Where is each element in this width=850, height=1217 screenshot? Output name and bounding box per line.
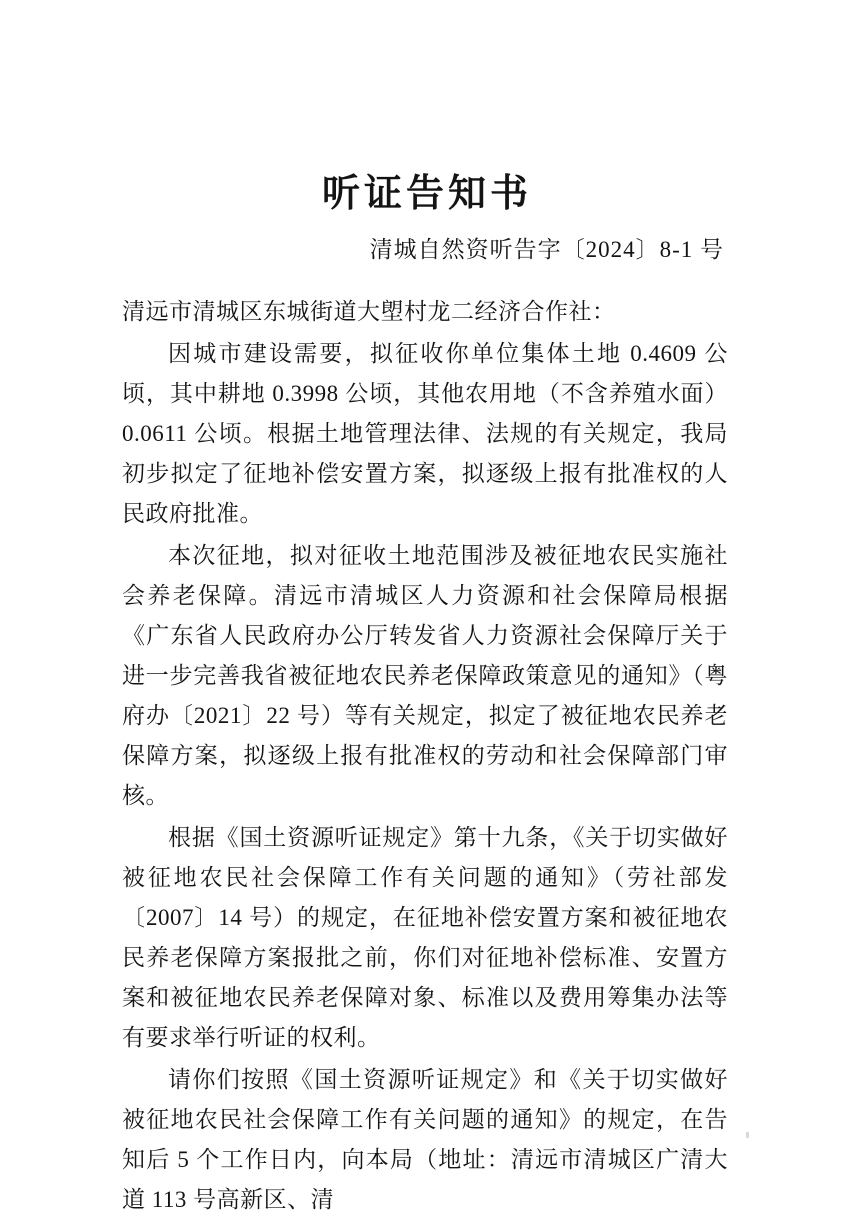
body-paragraph-3: 根据《国土资源听证规定》第十九条，《关于切实做好被征地农民社会保障工作有关问题的通知》（劳社部发〔2007〕14 号）的规定，在征地补偿安置方案和被征地农民养老保障方案报批之前，你们对征地补偿标准、安置方案和被征地农民养老保障对象、标准以及费用筹集办法等有要求举行听证的权利。 bbox=[122, 825, 728, 1050]
document-title: 听证告知书 bbox=[321, 173, 532, 215]
addressee-line: 清远市清城区东城街道大塱村龙二经济合作社： bbox=[122, 299, 616, 324]
body-paragraph-1: 因城市建设需要，拟征收你单位集体土地 0.4609 公顷，其中耕地 0.3998 公顷，其他农用地（不含养殖水面）0.0611 公顷。根据土地管理法律、法规的有关规定，我局初步拟定了征地补偿安置方案，拟逐级上报有批准权的人民政府批准。 bbox=[122, 341, 728, 526]
body-paragraph-4: 请你们按照《国土资源听证规定》和《关于切实做好被征地农民社会保障工作有关问题的通知》的规定，在告知后 5 个工作日内，向本局（地址：清远市清城区广清大道 113 号高新区、清 bbox=[122, 1067, 728, 1212]
document-reference-number: 清城自然资听告字〔2024〕8-1 号 bbox=[369, 237, 724, 262]
scan-artifact-speck bbox=[746, 1132, 749, 1138]
body-paragraph-2: 本次征地，拟对征收土地范围涉及被征地农民实施社会养老保障。清远市清城区人力资源和社会保障局根据《广东省人民政府办公厅转发省人力资源社会保障厅关于进一步完善我省被征地农民养老保障政策意见的通知》（粤府办〔2021〕22 号）等有关规定，拟定了被征地农民养老保障方案，拟逐级上报有批准权的劳动和社会保障部门审核。 bbox=[122, 543, 728, 808]
document-content bbox=[122, 173, 728, 1217]
